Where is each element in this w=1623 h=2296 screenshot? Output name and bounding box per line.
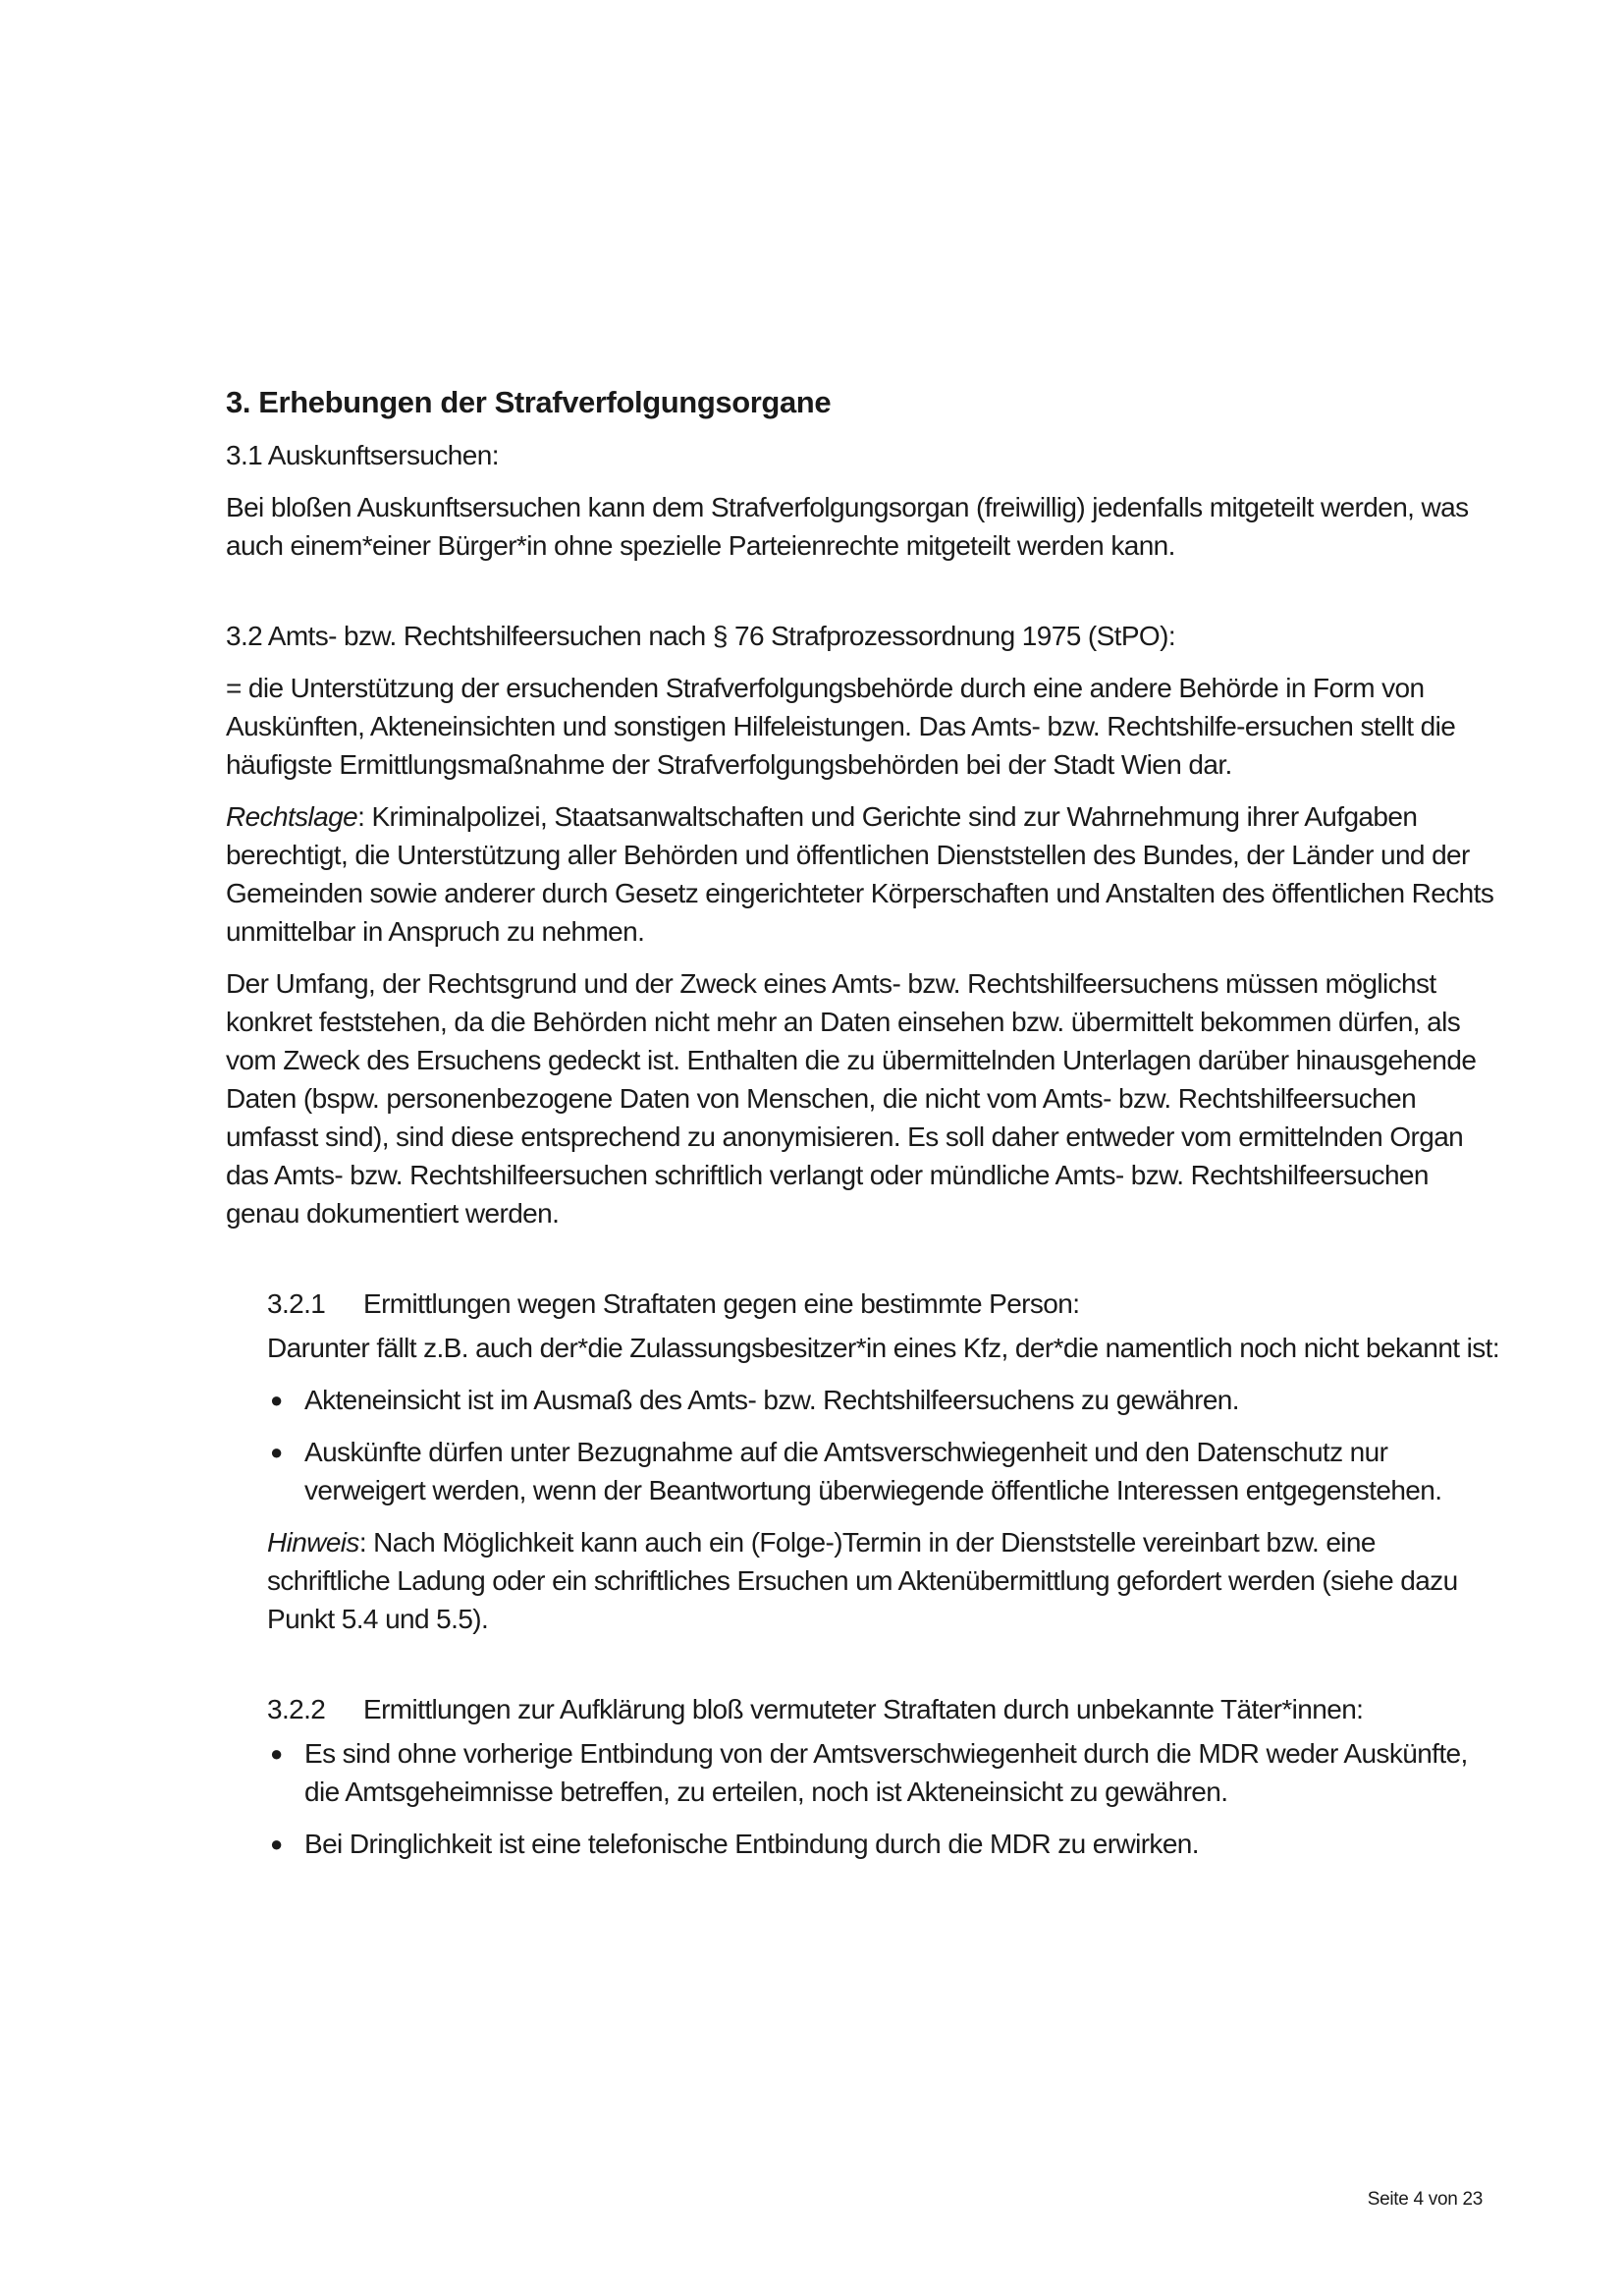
note-text: : Nach Möglichkeit kann auch ein (Folge-)Termin in der Dienststelle vereinbart bzw. eine schriftliche Ladung oder ein schriftliches Ersuchen um Aktenübermittlung gefordert werden (siehe dazu Punkt 5.4 und 5.5). — [267, 1527, 1458, 1634]
list-item — [267, 1433, 1502, 1509]
page-number: Seite 4 von 23 — [1367, 2189, 1483, 2210]
subsection-3-2-definition: = die Unterstützung der ersuchenden Strafverfolgungsbehörde durch eine andere Behörde in Form von Auskünften, Akteneinsichten und sonstigen Hilfeleistungen. Das Amts- bzw. Rechtshilfe-ersuchen stellt die häufigste Ermittlungsmaßnahme der Strafverfolgungsbehörden bei der Stadt Wien dar. — [226, 673, 1456, 780]
list-item-text: Bei Dringlichkeit ist eine telefonische Entbindung durch die MDR zu erwirken. — [304, 1829, 1199, 1859]
bullet-list — [267, 1381, 1502, 1509]
list-item — [267, 1381, 1502, 1419]
bullet-icon: ● — [270, 1440, 283, 1464]
bullet-icon: ● — [270, 1388, 283, 1412]
list-item-text: Auskünfte dürfen unter Bezugnahme auf die Amtsverschwiegenheit und den Datenschutz nur verweigert werden, wenn der Beantwortung überwiegende öffentliche Interessen entgegenstehen. — [304, 1437, 1442, 1505]
subsection-3-2-1 — [267, 1285, 1502, 1863]
subsection-3-2-legal — [226, 797, 1502, 951]
subsection-number: 3.2.1 — [267, 1288, 326, 1319]
list-item — [267, 1734, 1502, 1811]
spacer — [267, 1652, 1502, 1690]
legal-label: Rechtslage — [226, 801, 358, 832]
spacer — [226, 1246, 1502, 1285]
subsection-title-text: Ermittlungen zur Aufklärung bloß vermuteter Straftaten durch unbekannte Täter*innen: — [363, 1694, 1364, 1724]
subsection-3-2-scope: Der Umfang, der Rechtsgrund und der Zweck eines Amts- bzw. Rechtshilfeersuchens müssen möglichst konkret feststehen, da die Behörden nicht mehr an Daten einsehen bzw. übermittelt bekommen dürfen, als vom Zweck des Ersuchens gedeckt ist. Enthalten die zu übermittelnden Unterlagen darüber hinausgehende Daten (bspw. personenbezogene Daten von Menschen, die nicht vom Amts- bzw. Rechtshilfeersuchen umfasst sind), sind diese entsprechend zu anonymisieren. Es soll daher entweder vom ermittelnden Organ das Amts- bzw. Rechtshilfeersuchen schriftlich verlangt oder mündliche Amts- bzw. Rechtshilfeersuchen genau dokumentiert werden. — [226, 968, 1477, 1229]
subsection-3-1-title: 3.1 Auskunftsersuchen: — [226, 440, 499, 470]
list-item-text: Akteneinsicht ist im Ausmaß des Amts- bzw. Rechtshilfeersuchens zu gewähren. — [304, 1385, 1239, 1415]
subsection-3-1-body: Bei bloßen Auskunftsersuchen kann dem Strafverfolgungsorgan (freiwillig) jedenfalls mitgeteilt werden, was auch einem*einer Bürger*in ohne spezielle Parteienrechte mitgeteilt werden kann. — [226, 492, 1469, 561]
bullet-icon: ● — [270, 1741, 283, 1766]
subsection-3-2-1-title — [267, 1285, 1502, 1323]
legal-text: : Kriminalpolizei, Staatsanwaltschaften und Gerichte sind zur Wahrnehmung ihrer Aufgaben berechtigt, die Unterstützung aller Behörden und öffentlichen Dienststellen des Bundes, der Länder und der Gemeinden sowie anderer durch Gesetz eingerichteter Körperschaften und Anstalten des öffentlichen Rechts unmittelbar in Anspruch zu nehmen. — [226, 801, 1494, 947]
subsection-number: 3.2.2 — [267, 1694, 326, 1724]
subsection-3-2-1-note — [267, 1523, 1502, 1638]
list-item — [267, 1825, 1502, 1863]
subsection-title-text: Ermittlungen wegen Straftaten gegen eine bestimmte Person: — [363, 1288, 1080, 1319]
subsection-3-2-2-title — [267, 1690, 1502, 1728]
spacer — [226, 578, 1502, 617]
section-heading: 3. Erhebungen der Strafverfolgungsorgane — [226, 385, 832, 419]
subsection-3-2-1-intro: Darunter fällt z.B. auch der*die Zulassungsbesitzer*in eines Kfz, der*die namentlich noch nicht bekannt ist: — [267, 1333, 1500, 1363]
note-label: Hinweis — [267, 1527, 359, 1558]
bullet-icon: ● — [270, 1831, 283, 1856]
page-content — [226, 383, 1502, 1877]
subsection-3-2-title: 3.2 Amts- bzw. Rechtshilfeersuchen nach § 76 Strafprozessordnung 1975 (StPO): — [226, 621, 1176, 651]
bullet-list — [267, 1734, 1502, 1863]
list-item-text: Es sind ohne vorherige Entbindung von der Amtsverschwiegenheit durch die MDR weder Auskünfte, die Amtsgeheimnisse betreffen, zu erteilen, noch ist Akteneinsicht zu gewähren. — [304, 1738, 1468, 1807]
